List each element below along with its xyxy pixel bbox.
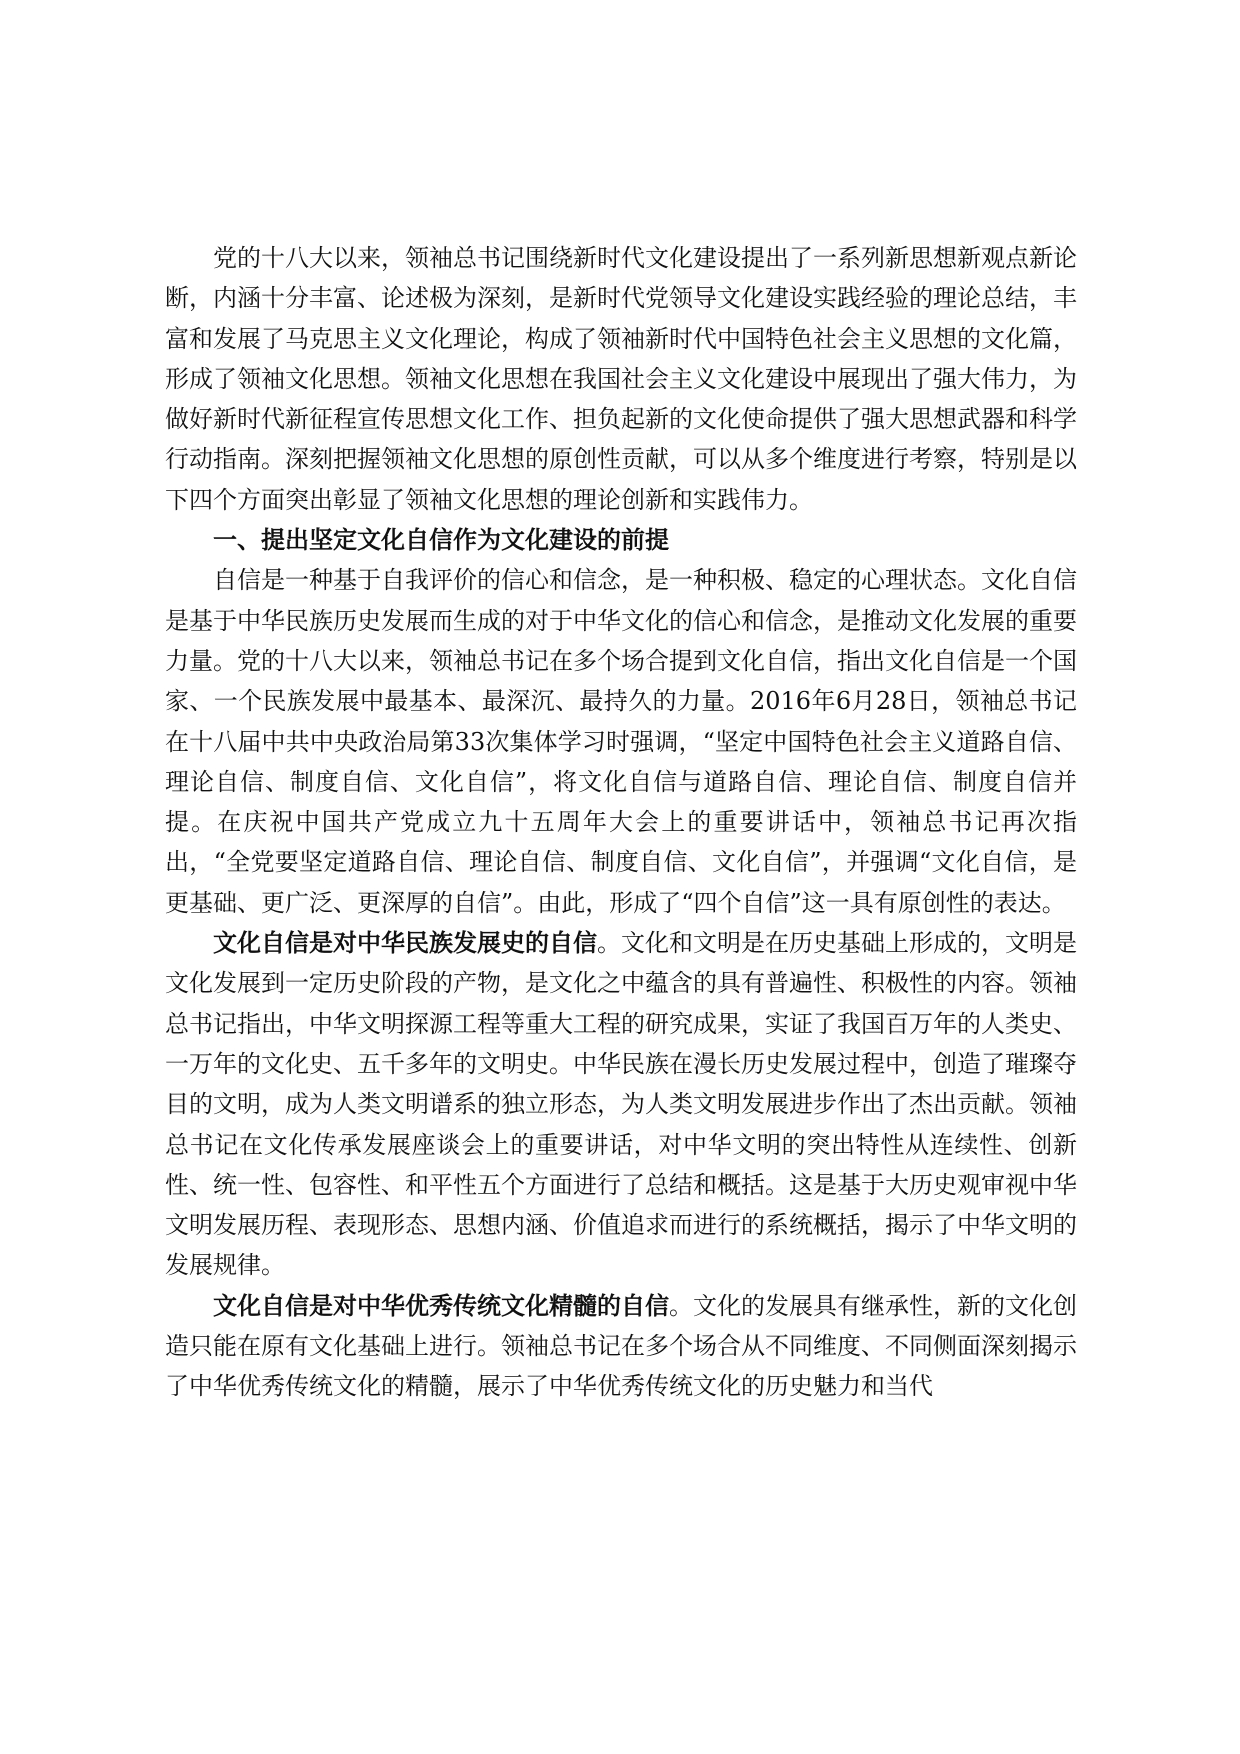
paragraph-lead-sentence: 文化自信是对中华民族发展史的自信 <box>213 929 597 958</box>
intro-paragraph: 党的十八大以来，领袖总书记围绕新时代文化建设提出了一系列新思想新观点新论断，内涵十分丰富、论述极为深刻，是新时代党领导文化建设实践经验的理论总结，丰富和发展了马克思主义文化理论，构成了领袖新时代中国特色社会主义思想的文化篇，形成了领袖文化思想。领袖文化思想在我国社会主义文化建设中展现出了强大伟力，为做好新时代新征程宣传思想文化工作、担负起新的文化使命提供了强大思想武器和科学行动指南。深刻把握领袖文化思想的原创性贡献，可以从多个维度进行考察，特别是以下四个方面突出彰显了领袖文化思想的理论创新和实践伟力。 <box>165 244 1077 514</box>
section1-paragraph-2 <box>165 923 1077 1286</box>
section-heading: 一、提出坚定文化自信作为文化建设的前提 <box>213 526 669 555</box>
paragraph-lead-sentence: 文化自信是对中华优秀传统文化精髓的自信 <box>213 1291 669 1320</box>
paragraph-body: 。文化的发展具有继承性，新的文化创造只能在原有文化基础上进行。领袖总书记在多个场合从不同维度、不同侧面深刻揭示了中华优秀传统文化的精髓，展示了中华优秀传统文化的历史魅力和当代 <box>165 1291 1077 1401</box>
section1-paragraph-1: 自信是一种基于自我评价的信心和信念，是一种积极、稳定的心理状态。文化自信是基于中华民族历史发展而生成的对于中华文化的信心和信念，是推动文化发展的重要力量。党的十八大以来，领袖总书记在多个场合提到文化自信，指出文化自信是一个国家、一个民族发展中最基本、最深沉、最持久的力量。2016年6月28日，领袖总书记在十八届中共中央政治局第33次集体学习时强调，“坚定中国特色社会主义道路自信、理论自信、制度自信、文化自信”，将文化自信与道路自信、理论自信、制度自信并提。在庆祝中国共产党成立九十五周年大会上的重要讲话中，领袖总书记再次指出，“全党要坚定道路自信、理论自信、制度自信、文化自信”，并强调“文化自信，是更基础、更广泛、更深厚的自信”。由此，形成了“四个自信”这一具有原创性的表达。 <box>165 566 1077 917</box>
document-page <box>165 238 1077 1407</box>
paragraph-body: 。文化和文明是在历史基础上形成的，文明是文化发展到一定历史阶段的产物，是文化之中蕴含的具有普遍性、积极性的内容。领袖总书记指出，中华文明探源工程等重大工程的研究成果，实证了我国百万年的人类史、一万年的文化史、五千多年的文明史。中华民族在漫长历史发展过程中，创造了璀璨夺目的文明，成为人类文明谱系的独立形态，为人类文明发展进步作出了杰出贡献。领袖总书记在文化传承发展座谈会上的重要讲话，对中华文明的突出特性从连续性、创新性、统一性、包容性、和平性五个方面进行了总结和概括。这是基于大历史观审视中华文明发展历程、表现形态、思想内涵、价值追求而进行的系统概括，揭示了中华文明的发展规律。 <box>165 929 1077 1280</box>
section1-paragraph-3 <box>165 1286 1077 1407</box>
